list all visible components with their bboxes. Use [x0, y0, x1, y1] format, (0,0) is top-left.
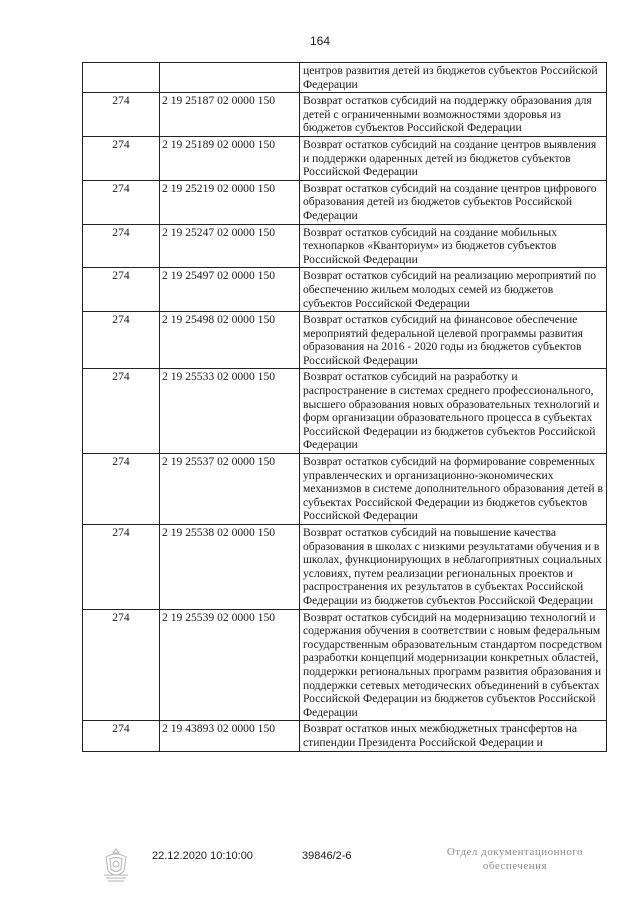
row-code-cell: 274: [83, 93, 160, 137]
row-kbk-cell: 2 19 25498 02 0000 150: [160, 312, 300, 369]
row-code-cell: 274: [83, 136, 160, 180]
budget-codes-table: [82, 62, 607, 752]
state-emblem-icon: [100, 845, 132, 885]
row-code-cell: [83, 63, 160, 93]
row-description-cell: Возврат остатков субсидий на поддержку образования для детей с ограниченными возможностями здоровья из бюджетов субъектов Российской Федерации: [300, 93, 607, 137]
row-description-cell: Возврат остатков иных межбюджетных трансфертов на стипендии Президента Российской Федерации и: [300, 721, 607, 751]
row-description-cell: Возврат остатков субсидий на финансовое обеспечение мероприятий федеральной целевой программы развития образования на 2016 - 2020 годы из бюджетов субъектов Российской Федерации: [300, 312, 607, 369]
row-kbk-cell: [160, 63, 300, 93]
row-kbk-cell: 2 19 25539 02 0000 150: [160, 609, 300, 721]
footer-dept-line2: обеспечения: [482, 860, 548, 872]
row-kbk-cell: 2 19 43893 02 0000 150: [160, 721, 300, 751]
row-kbk-cell: 2 19 25187 02 0000 150: [160, 93, 300, 137]
row-description-cell: Возврат остатков субсидий на разработку и распространение в системах среднего профессионального, высшего образования новых образовательных технологий и форм организации образовательного процесса в субъектах Российской Федерации из бюджетов субъектов Российской Федерации: [300, 369, 607, 454]
table-row: [83, 268, 607, 312]
table-row: [83, 525, 607, 610]
table-row: [83, 609, 607, 721]
row-kbk-cell: 2 19 25497 02 0000 150: [160, 268, 300, 312]
row-kbk-cell: 2 19 25189 02 0000 150: [160, 136, 300, 180]
row-code-cell: 274: [83, 525, 160, 610]
footer-date: 22.12.2020 10:10:00: [152, 850, 253, 862]
row-kbk-cell: 2 19 25533 02 0000 150: [160, 369, 300, 454]
table-row: [83, 136, 607, 180]
table-row: [83, 721, 607, 751]
row-description-cell: Возврат остатков субсидий на модернизацию технологий и содержания обучения в соответствии с новым федеральным государственным образовательным стандартом посредством разработки концепций модернизации конкретных областей, поддержки региональных программ развития образования и поддержки сетевых методических объединений в субъектах Российской Федерации из бюджетов субъектов Российской Федерации: [300, 609, 607, 721]
row-code-cell: 274: [83, 224, 160, 268]
row-code-cell: 274: [83, 721, 160, 751]
row-code-cell: 274: [83, 312, 160, 369]
footer-department-stamp: [440, 845, 590, 873]
row-kbk-cell: 2 19 25219 02 0000 150: [160, 180, 300, 224]
page-footer: [0, 845, 640, 895]
page-number: 164: [309, 34, 331, 48]
table-row: [83, 312, 607, 369]
row-description-cell: Возврат остатков субсидий на реализацию мероприятий по обеспечению жильем молодых семей из бюджетов субъектов Российской Федерации: [300, 268, 607, 312]
row-kbk-cell: 2 19 25538 02 0000 150: [160, 525, 300, 610]
row-code-cell: 274: [83, 180, 160, 224]
row-code-cell: 274: [83, 369, 160, 454]
table-row: [83, 224, 607, 268]
table-row: [83, 454, 607, 525]
table-row: [83, 180, 607, 224]
table-row: [83, 369, 607, 454]
row-kbk-cell: 2 19 25247 02 0000 150: [160, 224, 300, 268]
table-row: [83, 63, 607, 93]
row-code-cell: 274: [83, 609, 160, 721]
row-description-cell: Возврат остатков субсидий на создание центров цифрового образования детей из бюджетов субъектов Российской Федерации: [300, 180, 607, 224]
row-description-cell: Возврат остатков субсидий на формирование современных управленческих и организационно-экономических механизмов в системе дополнительного образования детей в субъектах Российской Федерации из бюджетов субъектов Российской Федерации: [300, 454, 607, 525]
row-kbk-cell: 2 19 25537 02 0000 150: [160, 454, 300, 525]
row-description-cell: Возврат остатков субсидий на создание мобильных технопарков «Кванториум» из бюджетов субъектов Российской Федерации: [300, 224, 607, 268]
table-row: [83, 93, 607, 137]
footer-doc-number: 39846/2-6: [302, 850, 352, 862]
footer-dept-line1: Отдел документационного: [446, 846, 584, 858]
row-code-cell: 274: [83, 268, 160, 312]
row-description-cell: Возврат остатков субсидий на повышение качества образования в школах с низкими результатами обучения и в школах, функционирующих в неблагоприятных социальных условиях, путем реализации региональных проектов и распространения их результатов в субъектах Российской Федерации из бюджетов субъектов Российской Федерации: [300, 525, 607, 610]
row-code-cell: 274: [83, 454, 160, 525]
row-description-cell: центров развития детей из бюджетов субъектов Российской Федерации: [300, 63, 607, 93]
row-description-cell: Возврат остатков субсидий на создание центров выявления и поддержки одаренных детей из бюджетов субъектов Российской Федерации: [300, 136, 607, 180]
